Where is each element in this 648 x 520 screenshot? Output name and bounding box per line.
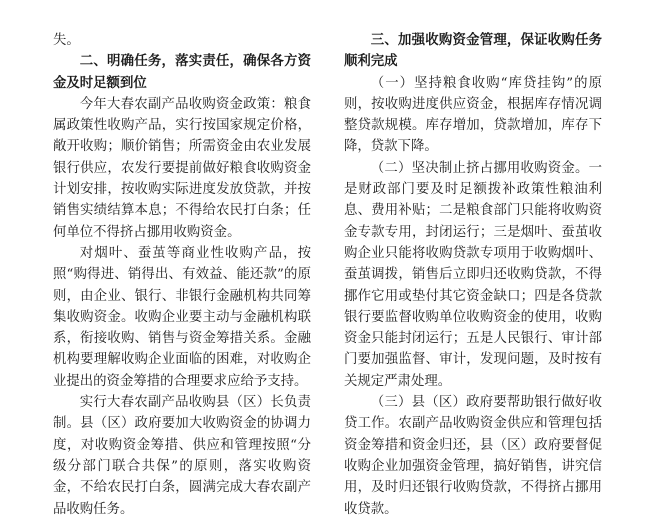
paragraph-stock-loan-link: （一）坚持粮食收购“库贷挂钩”的原则，按收购进度供应资金，根据库存情况调整贷款规模。库存增加，贷款增加，库存下降，贷款下降。 [344, 75, 602, 155]
paragraph-funding-policy: 今年大春农副产品收购资金政策：粮食属政策性收购产品，实行按国家规定价格，敞开收购；顺价销售；所需资金由农业发展银行供应，农发行要提前做好粮食收购资金计划安排，按收购实际进度发放贷款，并按销售实绩结算本息；不得给农民打白条；任何单位不得挤占挪用收购资金。 [53, 96, 311, 240]
section-heading-two: 二、明确任务，落实责任，确保各方资金及时足额到位 [53, 54, 311, 91]
left-column [53, 30, 311, 520]
paragraph-loan-recovery: （三）县（区）政府要帮助银行做好收贷工作。农副产品收购资金供应和管理包括资金筹措和资金归还，县（区）政府要督促收购企业加强资金管理，搞好销售，讲究信用，及时归还银行收购贷款，不得挤占挪用收贷款。 [344, 395, 602, 517]
right-column [344, 30, 602, 520]
continuation-text: 失。 [53, 33, 80, 48]
paragraph-county-responsibility: 实行大春农副产品收购县（区）长负责制。县（区）政府要加大收购资金的协调力度，对收购资金筹措、供应和管理按照“分级分部门联合共保”的原则，落实收购资金，不给农民打白条，圆满完成大春农副产品收购任务。 [53, 395, 311, 517]
paragraph-stop-misuse: （二）坚决制止挤占挪用收购资金。一是财政部门要及时足额拨补政策性粮油利息、费用补贴；二是粮食部门只能将收购资金专款专用，封闭运行；三是烟叶、蚕茧收购企业只能将收购贷款专项用于收购烟叶、蚕茧调拨，销售后立即归还收购贷款，不得挪作它用或垫付其它资金缺口；四是各贷款银行要监督收购单位收购资金的使用，收购资金只能封闭运行；五是人民银行、审计部门要加强监督、审计，发现问题，及时按有关规定严肃处理。 [344, 160, 602, 389]
section-heading-three: 三、加强收购资金管理，保证收购任务顺利完成 [344, 33, 602, 70]
paragraph-commercial-products: 对烟叶、蚕茧等商业性收购产品，按照“购得进、销得出、有效益、能还款”的原则，由企业、银行、非银行金融机构共同筹集收购资金。收购企业要主动与金融机构联系，衔接收购、销售与资金筹措关系。金融机构要理解收购企业面临的困难，对收购企业提出的资金筹措的合理要求应给予支持。 [53, 245, 311, 389]
